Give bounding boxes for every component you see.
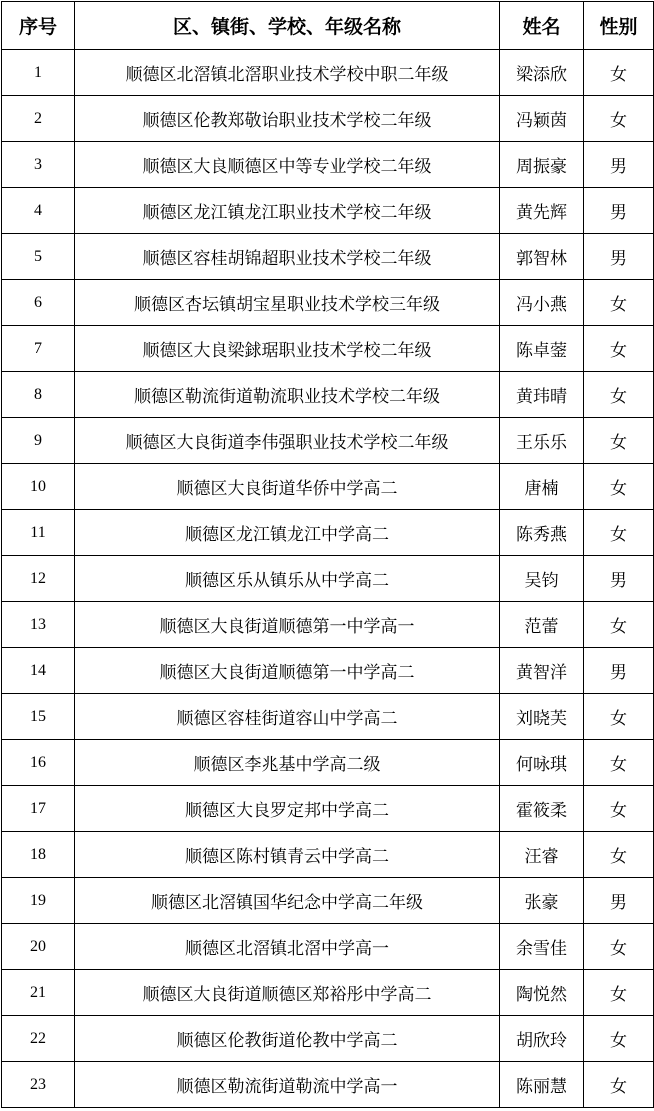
header-index: 序号 <box>2 2 75 50</box>
table-row <box>2 694 654 740</box>
cell-name: 张豪 <box>500 878 584 924</box>
cell-index: 22 <box>2 1016 75 1062</box>
cell-index: 3 <box>2 142 75 188</box>
cell-name: 陈卓蓥 <box>500 326 584 372</box>
cell-name: 冯颖茵 <box>500 96 584 142</box>
cell-school: 顺德区北滘镇北滘职业技术学校中职二年级 <box>75 50 500 96</box>
student-list-table <box>1 1 654 1108</box>
cell-gender: 女 <box>584 924 654 970</box>
cell-school: 顺德区勒流街道勒流职业技术学校二年级 <box>75 372 500 418</box>
table-row <box>2 740 654 786</box>
cell-index: 13 <box>2 602 75 648</box>
cell-school: 顺德区李兆基中学高二级 <box>75 740 500 786</box>
table-row <box>2 648 654 694</box>
cell-index: 14 <box>2 648 75 694</box>
table-row <box>2 96 654 142</box>
cell-gender: 男 <box>584 648 654 694</box>
cell-gender: 男 <box>584 142 654 188</box>
header-gender: 性别 <box>584 2 654 50</box>
cell-gender: 男 <box>584 234 654 280</box>
cell-school: 顺德区大良街道顺德区郑裕彤中学高二 <box>75 970 500 1016</box>
cell-index: 19 <box>2 878 75 924</box>
cell-school: 顺德区容桂街道容山中学高二 <box>75 694 500 740</box>
cell-school: 顺德区大良街道华侨中学高二 <box>75 464 500 510</box>
cell-school: 顺德区大良街道顺德第一中学高一 <box>75 602 500 648</box>
cell-school: 顺德区伦教郑敬诒职业技术学校二年级 <box>75 96 500 142</box>
cell-gender: 男 <box>584 188 654 234</box>
cell-school: 顺德区乐从镇乐从中学高二 <box>75 556 500 602</box>
cell-name: 刘晓芙 <box>500 694 584 740</box>
cell-gender: 女 <box>584 740 654 786</box>
cell-name: 汪睿 <box>500 832 584 878</box>
cell-name: 霍筱柔 <box>500 786 584 832</box>
cell-school: 顺德区龙江镇龙江中学高二 <box>75 510 500 556</box>
table-row <box>2 970 654 1016</box>
table-row <box>2 786 654 832</box>
table-row <box>2 602 654 648</box>
cell-gender: 女 <box>584 464 654 510</box>
header-school: 区、镇街、学校、年级名称 <box>75 2 500 50</box>
cell-name: 梁添欣 <box>500 50 584 96</box>
cell-school: 顺德区大良顺德区中等专业学校二年级 <box>75 142 500 188</box>
cell-name: 陈秀燕 <box>500 510 584 556</box>
table-row <box>2 326 654 372</box>
cell-name: 黄玮晴 <box>500 372 584 418</box>
header-name: 姓名 <box>500 2 584 50</box>
table-row <box>2 924 654 970</box>
cell-gender: 女 <box>584 510 654 556</box>
cell-gender: 女 <box>584 602 654 648</box>
cell-index: 6 <box>2 280 75 326</box>
table-row <box>2 372 654 418</box>
table-row <box>2 188 654 234</box>
cell-gender: 女 <box>584 832 654 878</box>
cell-index: 11 <box>2 510 75 556</box>
header-row <box>2 2 654 50</box>
cell-name: 余雪佳 <box>500 924 584 970</box>
cell-index: 16 <box>2 740 75 786</box>
cell-name: 郭智林 <box>500 234 584 280</box>
table-row <box>2 1016 654 1062</box>
cell-school: 顺德区大良罗定邦中学高二 <box>75 786 500 832</box>
cell-index: 21 <box>2 970 75 1016</box>
cell-school: 顺德区容桂胡锦超职业技术学校二年级 <box>75 234 500 280</box>
cell-index: 5 <box>2 234 75 280</box>
table-row <box>2 418 654 464</box>
table-row <box>2 464 654 510</box>
cell-name: 胡欣玲 <box>500 1016 584 1062</box>
cell-school: 顺德区伦教街道伦教中学高二 <box>75 1016 500 1062</box>
table-row <box>2 142 654 188</box>
table-row <box>2 50 654 96</box>
cell-index: 18 <box>2 832 75 878</box>
cell-name: 范蕾 <box>500 602 584 648</box>
cell-school: 顺德区大良街道李伟强职业技术学校二年级 <box>75 418 500 464</box>
cell-school: 顺德区大良梁銶琚职业技术学校二年级 <box>75 326 500 372</box>
cell-gender: 女 <box>584 326 654 372</box>
cell-index: 20 <box>2 924 75 970</box>
cell-index: 9 <box>2 418 75 464</box>
cell-index: 15 <box>2 694 75 740</box>
cell-index: 8 <box>2 372 75 418</box>
cell-index: 10 <box>2 464 75 510</box>
table-row <box>2 1062 654 1108</box>
table-row <box>2 556 654 602</box>
cell-name: 吴钧 <box>500 556 584 602</box>
cell-gender: 男 <box>584 878 654 924</box>
cell-name: 唐楠 <box>500 464 584 510</box>
cell-school: 顺德区龙江镇龙江职业技术学校二年级 <box>75 188 500 234</box>
cell-name: 周振豪 <box>500 142 584 188</box>
cell-index: 23 <box>2 1062 75 1108</box>
cell-school: 顺德区勒流街道勒流中学高一 <box>75 1062 500 1108</box>
cell-index: 4 <box>2 188 75 234</box>
cell-gender: 女 <box>584 786 654 832</box>
cell-index: 12 <box>2 556 75 602</box>
cell-gender: 女 <box>584 280 654 326</box>
cell-name: 黄先辉 <box>500 188 584 234</box>
cell-name: 黄智洋 <box>500 648 584 694</box>
table-body <box>2 50 654 1108</box>
cell-school: 顺德区北滘镇国华纪念中学高二年级 <box>75 878 500 924</box>
cell-gender: 女 <box>584 96 654 142</box>
cell-name: 陶悦然 <box>500 970 584 1016</box>
cell-gender: 女 <box>584 50 654 96</box>
table-row <box>2 878 654 924</box>
cell-index: 7 <box>2 326 75 372</box>
cell-gender: 男 <box>584 556 654 602</box>
table-row <box>2 234 654 280</box>
cell-name: 王乐乐 <box>500 418 584 464</box>
cell-gender: 女 <box>584 418 654 464</box>
cell-school: 顺德区北滘镇北滘中学高一 <box>75 924 500 970</box>
table-row <box>2 832 654 878</box>
cell-name: 冯小燕 <box>500 280 584 326</box>
table-header <box>2 2 654 50</box>
cell-gender: 女 <box>584 1062 654 1108</box>
cell-index: 17 <box>2 786 75 832</box>
cell-index: 2 <box>2 96 75 142</box>
cell-school: 顺德区陈村镇青云中学高二 <box>75 832 500 878</box>
cell-name: 何咏琪 <box>500 740 584 786</box>
cell-school: 顺德区大良街道顺德第一中学高二 <box>75 648 500 694</box>
cell-gender: 女 <box>584 1016 654 1062</box>
cell-index: 1 <box>2 50 75 96</box>
table-row <box>2 280 654 326</box>
table-row <box>2 510 654 556</box>
cell-gender: 女 <box>584 694 654 740</box>
cell-name: 陈丽慧 <box>500 1062 584 1108</box>
cell-school: 顺德区杏坛镇胡宝星职业技术学校三年级 <box>75 280 500 326</box>
cell-gender: 女 <box>584 970 654 1016</box>
cell-gender: 女 <box>584 372 654 418</box>
